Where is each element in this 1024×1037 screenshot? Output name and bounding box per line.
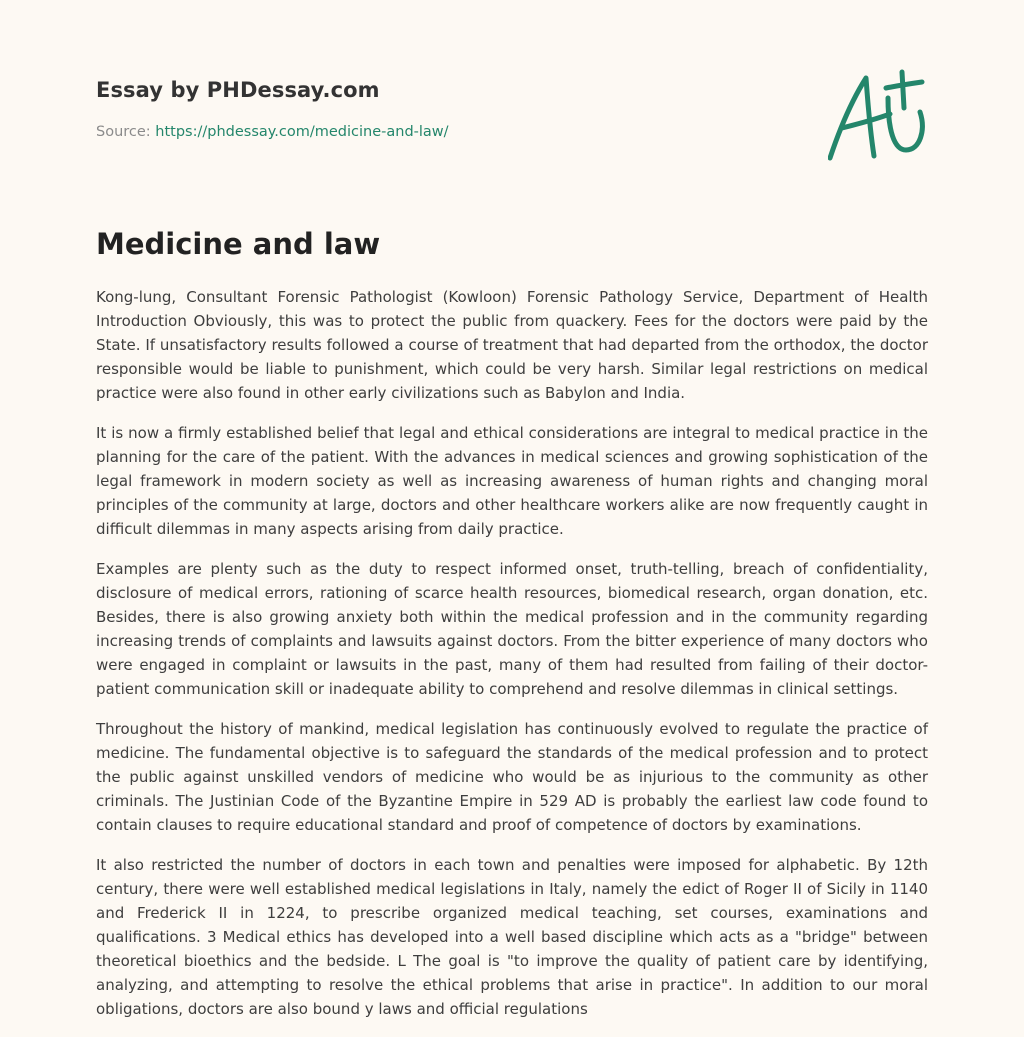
source-line [96,124,449,140]
essay-paragraph: Examples are plenty such as the duty to respect informed onset, truth-telling, breach of confidentiality, disclosure of medical errors, rationing of scarce health resources, biomedical research, organ donation, etc. Besides, there is also growing anxiety both within the medical profession and in the community regarding increasing trends of complaints and lawsuits against doctors. From the bitter experience of many doctors who were engaged in complaint or lawsuits in the past, many of them had resulted from failing of their doctor-patient communication skill or inadequate ability to comprehend and resolve dilemmas in clinical settings. [96,560,928,698]
essay-paragraph: Kong-lung, Consultant Forensic Pathologist (Kowloon) Forensic Pathology Service, Department of Health Introduction Obviously, this was to protect the public from quackery. Fees for the doctors were paid by the State. If unsatisfactory results followed a course of treatment that had departed from the orthodox, the doctor responsible would be liable to punishment, which could be very harsh. Similar legal restrictions on medical practice were also found in other early civilizations such as Babylon and India. [96,288,928,402]
a-plus-grade-icon [828,68,928,164]
source-link[interactable]: https://phdessay.com/medicine-and-law/ [155,124,449,140]
source-label: Source: [96,124,151,140]
essay-title: Medicine and law [96,227,381,261]
essay-paragraph: Throughout the history of mankind, medical legislation has continuously evolved to regulate the practice of medicine. The fundamental objective is to safeguard the standards of the medical profession and to protect the public against unskilled vendors of medicine who would be as injurious to the community as other criminals. The Justinian Code of the Byzantine Empire in 529 AD is probably the earliest law code found to contain clauses to require educational standard and proof of competence of doctors by examinations. [96,720,928,834]
essay-paragraph: It is now a firmly established belief that legal and ethical considerations are integral to medical practice in the planning for the care of the patient. With the advances in medical sciences and growing sophistication of the legal framework in modern society as well as increasing awareness of human rights and changing moral principles of the community at large, doctors and other healthcare workers alike are now frequently caught in difficult dilemmas in many aspects arising from daily practice. [96,424,928,538]
essay-paragraph: It also restricted the number of doctors in each town and penalties were imposed for alphabetic. By 12th century, there were well established medical legislations in Italy, namely the edict of Roger II of Sicily in 1140 and Frederick II in 1224, to prescribe organized medical teaching, set courses, examinations and qualifications. 3 Medical ethics has developed into a well based discipline which acts as a "bridge" between theoretical bioethics and the bedside. L The goal is "to improve the quality of patient care by identifying, analyzing, and attempting to resolve the ethical problems that arise in practice". In addition to our moral obligations, doctors are also bound y laws and official regulations [96,856,928,1018]
site-brand: Essay by PHDessay.com [96,78,380,102]
essay-body [96,285,928,1037]
